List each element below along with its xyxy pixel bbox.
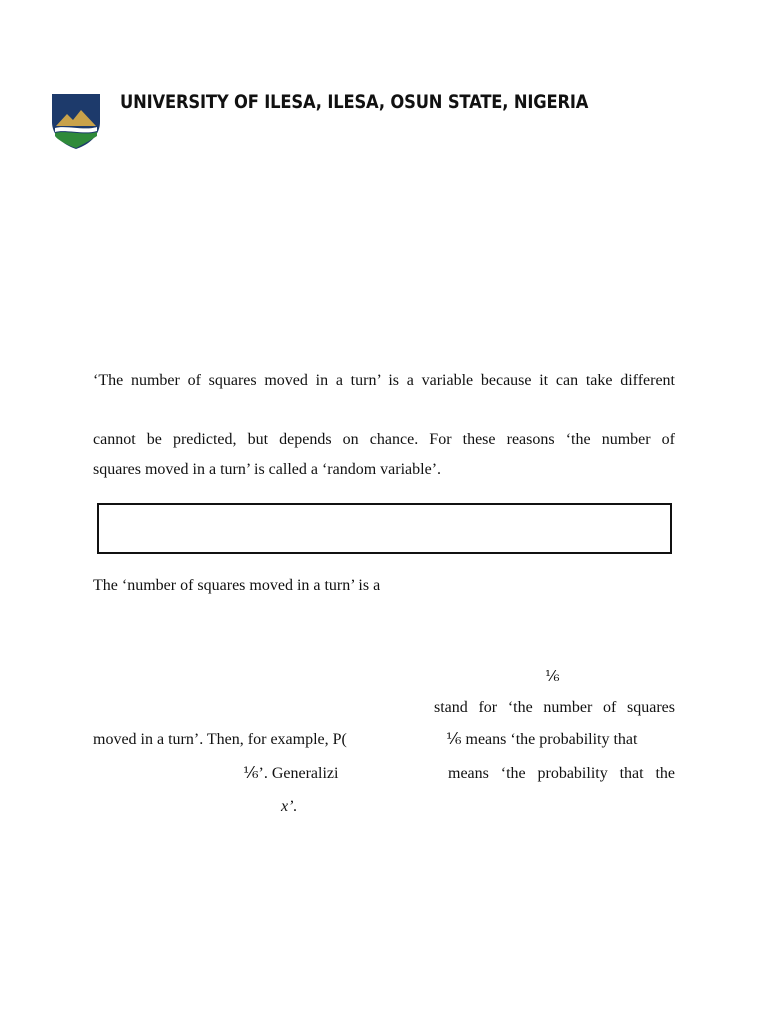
paragraph-3-line-2-right: ⅙ means ‘the probability that (446, 731, 638, 748)
fraction-one-sixth: ⅙ (545, 669, 560, 685)
paragraph-1-line-2: cannot be predicted, but depends on chance. For these reasons ‘the number of (93, 431, 675, 448)
paragraph-3-line-3-left: ⅙’. Generalizi (243, 765, 339, 782)
paragraph-3-line-4: x’. (281, 798, 298, 815)
definition-box (97, 503, 672, 554)
paragraph-1-line-3: squares moved in a turn’ is called a ‘random variable’. (93, 461, 442, 478)
paragraph-3-line-2-left: moved in a turn’. Then, for example, P( (93, 731, 347, 748)
university-shield-icon (50, 92, 102, 150)
paragraph-2-line-1: The ‘number of squares moved in a turn’ is a (93, 577, 381, 594)
paragraph-1-line-1: ‘The number of squares moved in a turn’ is a variable because it can take different (93, 372, 675, 389)
paragraph-3-line-3-right: means ‘the probability that the (448, 765, 675, 782)
institution-title: UNIVERSITY OF ILESA, ILESA, OSUN STATE, NIGERIA (120, 91, 589, 113)
paragraph-3-line-1: stand for ‘the number of squares (434, 699, 675, 716)
